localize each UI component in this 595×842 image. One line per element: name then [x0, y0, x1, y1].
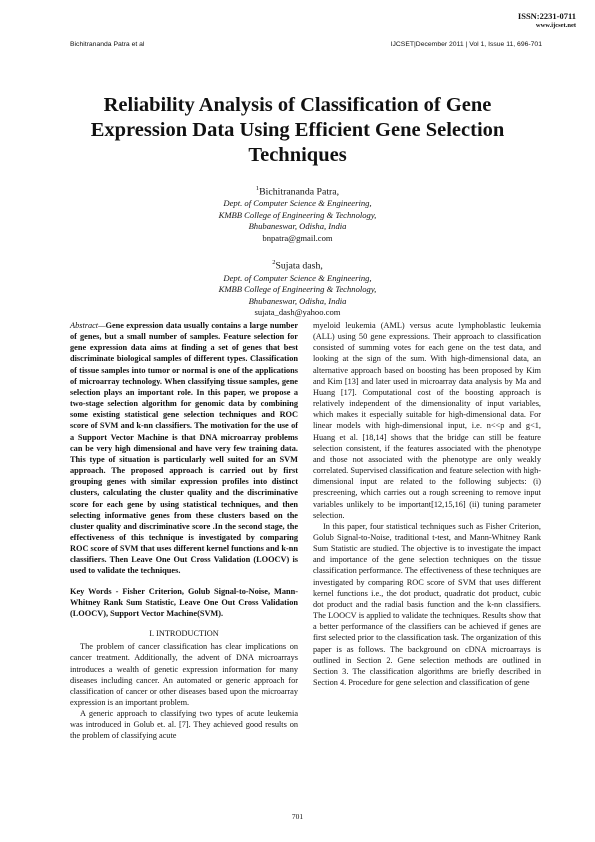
right-column [313, 320, 541, 688]
author-2-email: sujata_dash@yahoo.com [254, 307, 341, 318]
author-2-name: Sujata dash, [275, 260, 323, 272]
issn-label: ISSN:2231-0711 [517, 11, 576, 21]
author-2-location: Bhubaneswar, Odisha, India [248, 295, 347, 306]
author-block [120, 182, 475, 331]
author-1-email: bnpatra@gmail.com [262, 232, 333, 243]
author-2-index: 2 [272, 259, 276, 267]
page-number: 701 [291, 812, 304, 821]
abstract [70, 320, 298, 577]
author-2 [120, 256, 475, 318]
left-column [70, 320, 298, 742]
author-1-location: Bhubaneswar, Odisha, India [248, 221, 347, 232]
abstract-text: Gene expression data usually contains a large number of genes, but a small number of samples. Feature selection for gene expression data aims at finding a set of genes that best discriminate biological samples of different types. Classification of tissue samples into tumor or normal is one of the applications of microarray technology. When classifying tissue samples, gene selection plays an important role. In this paper, we propose a two-stage selection algorithm for genomic data by combining some existing statistical gene selection techniques and ROC score of SVM and k-nn classifiers. The motivation for the use of a Support Vector Machine is that DNA microarray problems can be very high dimensional and have very few training data. This type of situation is particularly well suited for an SVM approach. The proposed approach is carried out by first grouping genes with similar expression profiles into distinct clusters, calculating the cluster quality and the discriminative score for each gene by using statistical techniques, and then selecting informative genes from these clusters based on the cluster quality and discriminative score .In the second stage, the effectiveness of this technique is investigated by comparing ROC score of SVM that uses different kernel functions and k-nn classifiers. Then Leave One Out Cross Validation (LOOCV) is used to validate the techniques. [70, 321, 298, 576]
author-1-index: 1 [255, 185, 260, 192]
author-2-dept: Dept. of Computer Science & Engineering, [223, 272, 372, 283]
body-paragraph: myeloid leukemia (AML) versus acute lymphoblastic leukemia (ALL) using 50 gene expressions. Their approach to classification consisted of summing votes for each gene on the test data, and looking at the sign of the sum. With high-dimensional data, an alternative approach based on boosting has been proposed by Kim and Kim [13] and later used in microarray data analysis by Ma and Huang [17]. Computational cost of the boosting approach is relatively independent of the dimensionality of input variables, which makes it especially suitable for high-dimensional data. For linear models with high-dimensional input, i.e. n<<p and g<1, Huang et al. [18,14] shows that the bridge can still be feature selection consistent, if the features associated with the phenotype and those not associated with the phenotype are only weakly correlated. Supervised classification and feature selection with high-dimensional input are related to the following subjects: (i) prescreening, which carries out a rough screening to remove input variables unlikely to be important[12,15,16] (ii) tuning parameter selection. [313, 321, 541, 520]
author-1-college: KMBB College of Engineering & Technology, [218, 209, 377, 220]
author-1-name: Bichitrananda Patra, [259, 186, 340, 198]
author-2-college: KMBB College of Engineering & Technology, [218, 284, 377, 295]
journal-website: www.ijcset.net [535, 22, 576, 29]
body-paragraph: A generic approach to classifying two types of acute leukemia was introduced in Golub et. al. [7]. They achieved good results on the problem of classifying acute [70, 709, 298, 741]
body-paragraph: The problem of cancer classification has clear implications on cancer treatment. Additionally, the advent of DNA microarrays introduces a wealth of genetic expression information for many diseases including cancer. An automated or generic approach for classification of cancer or other diseases based upon the microarray expression is an important problem. [70, 642, 298, 707]
author-1 [120, 182, 475, 244]
running-header-journal: IJCSET|December 2011 | Vol 1, Issue 11, 696-701 [390, 41, 542, 48]
running-header-authors: Bichitrananda Patra et al [70, 41, 145, 48]
author-1-dept: Dept. of Computer Science & Engineering, [223, 198, 372, 209]
body-paragraph: In this paper, four statistical techniques such as Fisher Criterion, Golub Signal-to-Noise, traditional t-test, and Mann-Whitney Rank Sum Statistic are studied. The objective is to investigate the impact and importance of the gene selection techniques on the tissue classification performance. The effectiveness of these techniques are investigated by comparing ROC score of SVM that uses different kernel functions i.e., the dot product, quadratic dot product, cubic dot product and the radial basis function and the k-nn classifiers. The LOOCV is applied to validate the techniques. Results show that a better performance of the classifiers can be achieved if genes are first selected prior to the classification task. The organization of this paper is as follows. The background on cDNA microarrays is outlined in Section 2. Gene selection methods are outlined in Section 3. The classification algorithms are briefly described in Section 4. Procedure for gene selection and classification of gene [313, 521, 541, 687]
paper-title: Reliability Analysis of Classification of Gene Expression Data Using Efficient Gene Selection Techniques [90, 94, 505, 166]
abstract-label: Abstract— [70, 321, 106, 330]
keywords: Key Words - Fisher Criterion, Golub Signal-to-Noise, Mann-Whitney Rank Sum Statistic, Leave One Out Cross Validation (LOOCV), Support Vector Machine(SVM). [70, 586, 298, 618]
section-heading-introduction: I. INTRODUCTION [149, 629, 219, 639]
